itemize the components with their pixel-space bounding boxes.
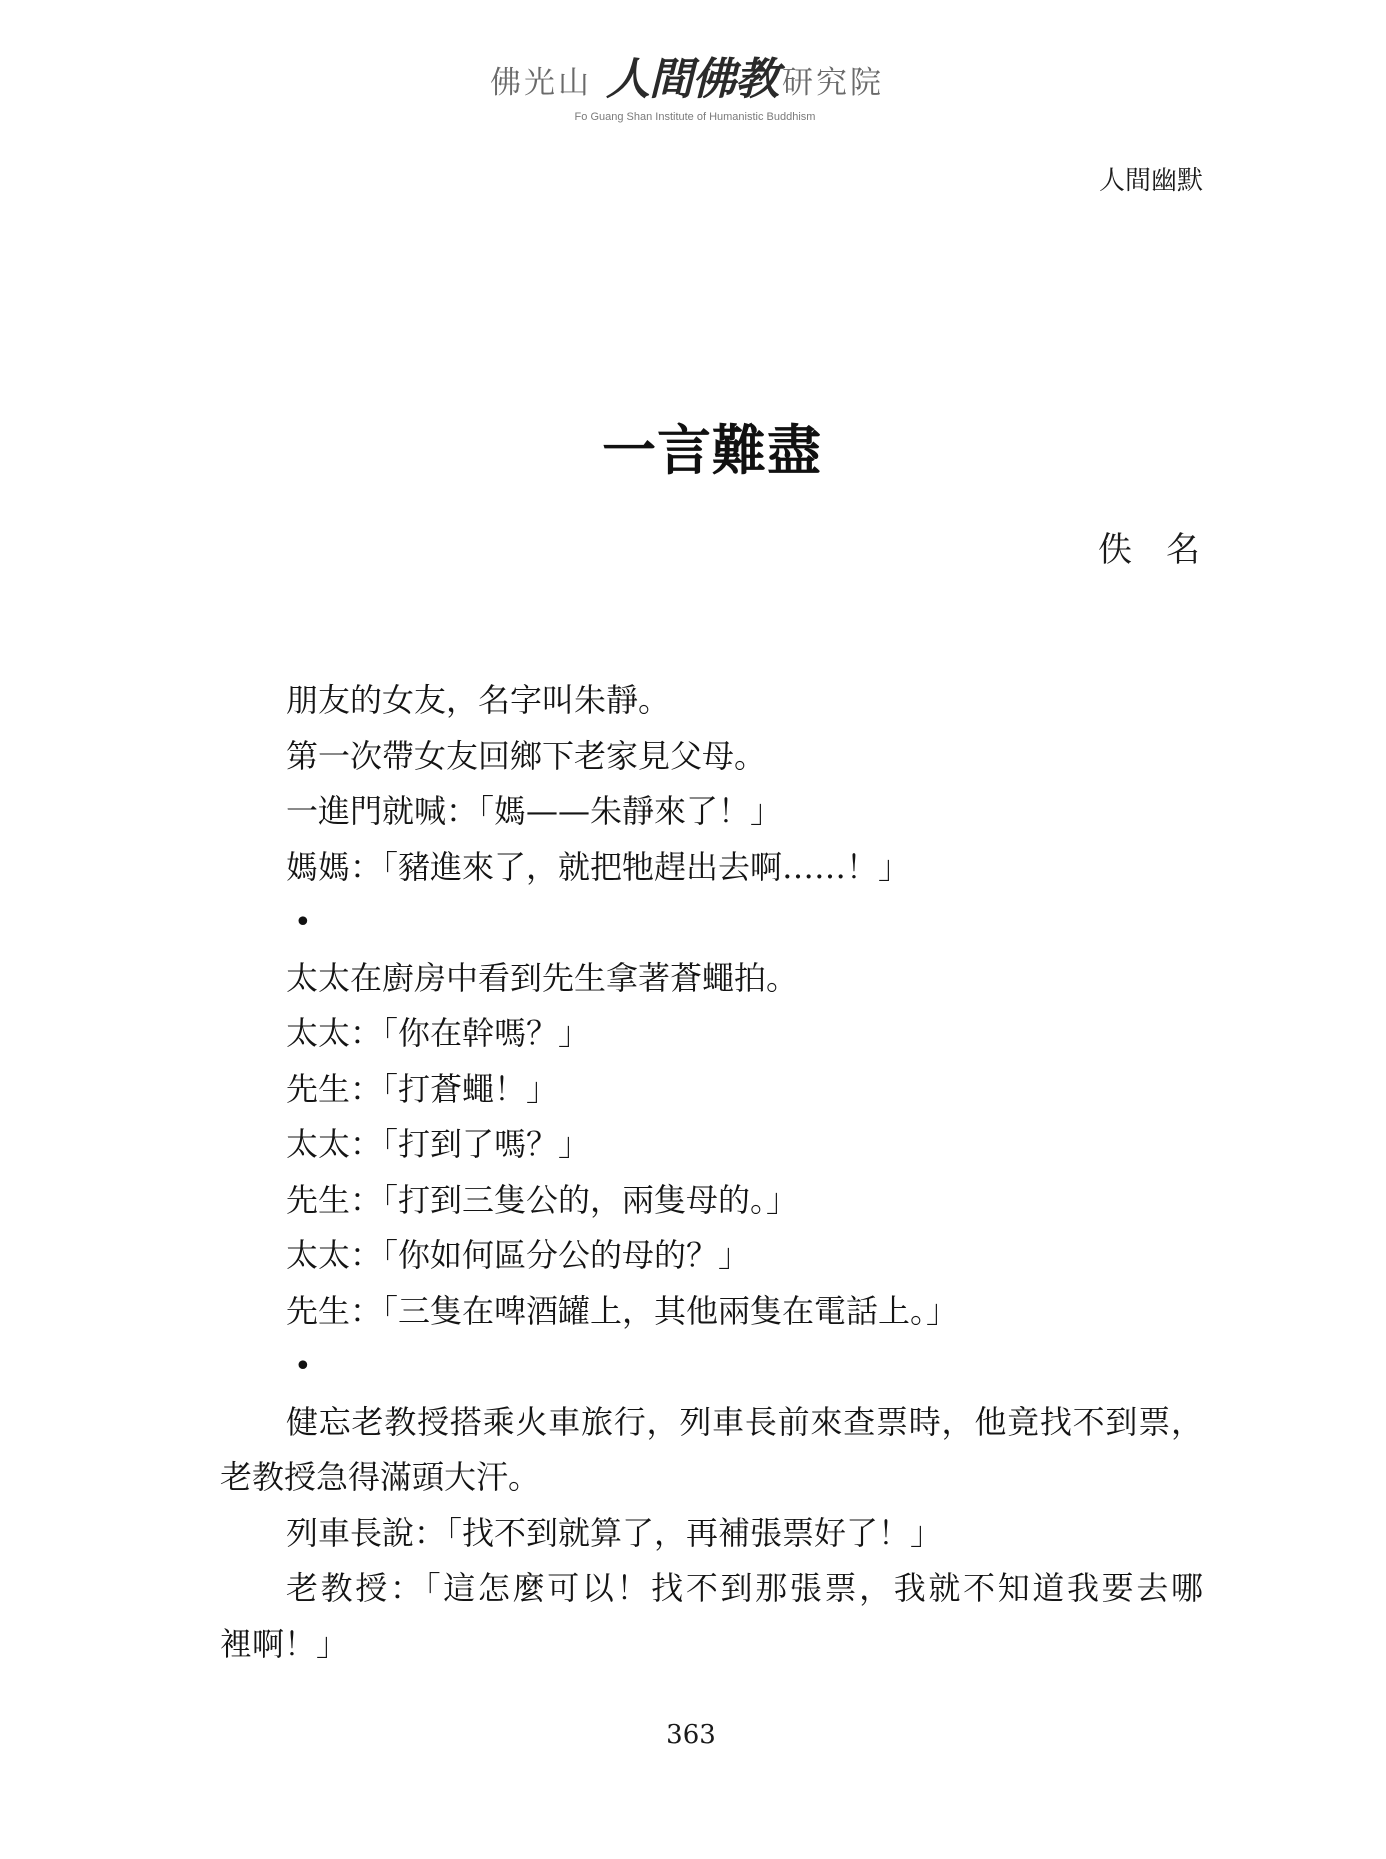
- body-paragraph: 太太在廚房中看到先生拿著蒼蠅拍。: [286, 958, 799, 997]
- body-paragraph-line: 裡啊！」: [220, 1624, 349, 1663]
- article-title: 一言難盡: [602, 418, 822, 482]
- body-paragraph: 太太：「打到了嗎？」: [286, 1125, 591, 1163]
- article-body: [220, 673, 1203, 1672]
- article-author: 佚 名: [1098, 530, 1200, 570]
- body-paragraph: 太太：「你如何區分公的母的？」: [286, 1236, 751, 1274]
- body-paragraph: 列車長說：「找不到就算了，再補張票好了！」: [286, 1513, 943, 1552]
- logo-text-fo-guang-shan: 佛光山: [490, 65, 592, 101]
- page-number: 363: [666, 1720, 716, 1750]
- body-paragraph: 一進門就喊：「媽——朱靜來了！」: [286, 792, 783, 830]
- body-paragraph: 先生：「打到三隻公的，兩隻母的。」: [286, 1180, 799, 1219]
- logo-subtitle: Fo Guang Shan Institute of Humanistic Buddhism: [574, 111, 816, 123]
- section-separator-bullet: •: [294, 1349, 312, 1384]
- logo-text-institute: 研究院: [782, 65, 884, 101]
- logo-calligraphy-humanistic-buddhism: 人間佛教: [606, 54, 778, 105]
- body-paragraph-line: 健忘老教授搭乘火車旅行，列車長前來查票時，他竟找不到票，: [286, 1402, 1203, 1441]
- body-paragraph-line: 老教授：「這怎麼可以！找不到那張票，我就不知道我要去哪: [286, 1569, 1203, 1607]
- body-paragraph: 第一次帶女友回鄉下老家見父母。: [286, 736, 767, 775]
- section-label: 人間幽默: [1098, 166, 1203, 196]
- body-paragraph: 太太：「你在幹嗎？」: [286, 1014, 591, 1052]
- body-paragraph-line: 老教授急得滿頭大汗。: [220, 1458, 541, 1496]
- section-separator-bullet: •: [294, 905, 312, 940]
- body-paragraph: 媽媽：「豬進來了，就把牠趕出去啊……！」: [286, 847, 911, 886]
- body-paragraph: 先生：「打蒼蠅！」: [286, 1069, 559, 1108]
- body-paragraph: 先生：「三隻在啤酒罐上，其他兩隻在電話上。」: [286, 1291, 959, 1330]
- body-paragraph: 朋友的女友，名字叫朱靜。: [286, 681, 671, 719]
